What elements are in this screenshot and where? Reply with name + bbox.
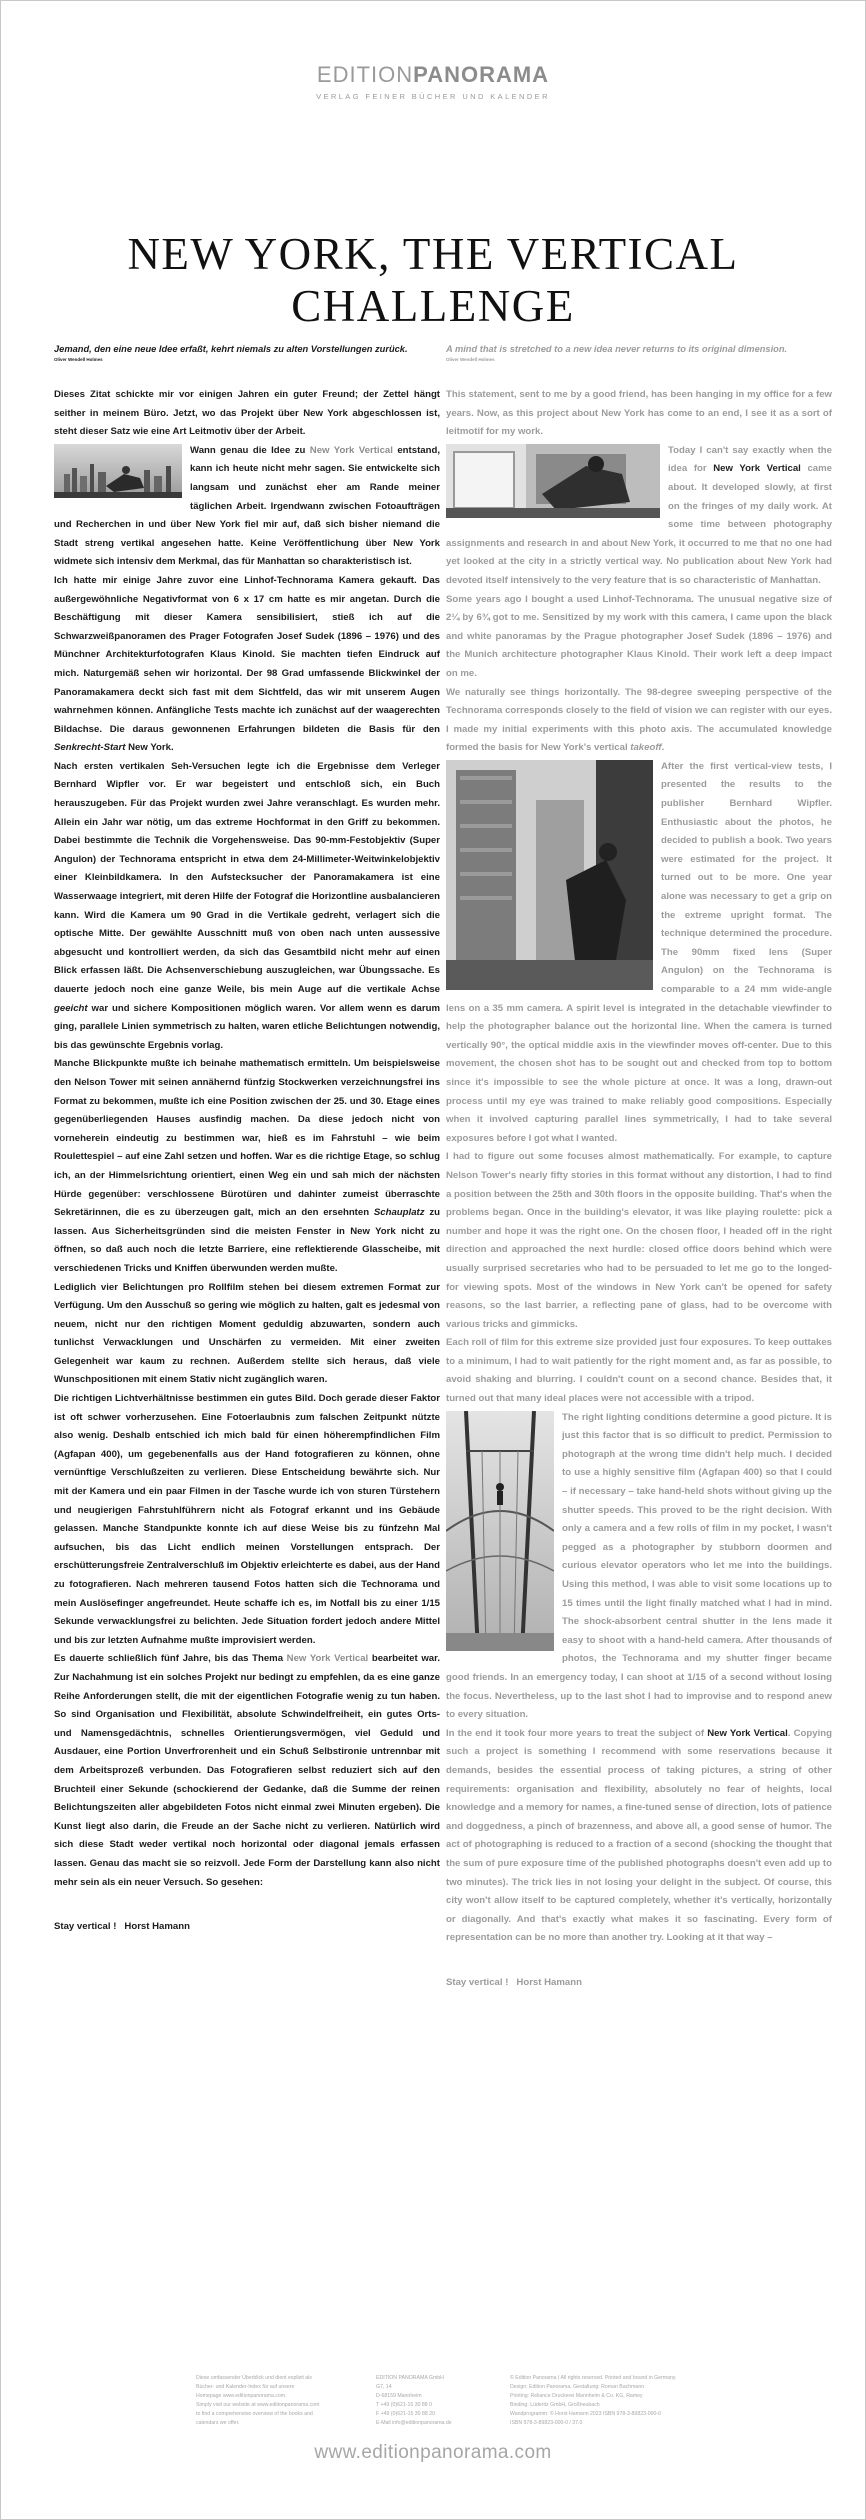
english-paragraph-6: I had to figure out some focuses almost mathematically. For example, to capture Nelson Tower's nearly fifty stories in this format without any distortion, I had to find a position between the 25th and 30th floors in the opposite building. That's when the problems began. Once in the building's elevator, it was like playing roulette: pick a number and hope it was the right one. On the chosen floor, I headed off in the right direction and approached the next hurdle: closed office doors behind which were usually surprised secretaries who had to be persuaded to let me go to the longed-for viewing spots. Most of the windows in New York can't be opened for safety reasons, so the last barrier, a reflecting pane of glass, had to be overcome with various tricks and gimmicks. <box>446 1151 832 1330</box>
german-paragraph-8: Es dauerte schließlich fünf Jahre, bis das Thema New York Vertical bearbeitet war. Zur Nachahmung ist ein solches Projekt nur bedingt zu empfehlen, da es eine ganze Reihe Anforderungen stellt, die mit der eigentlichen Fotografie wenig zu tun haben. So sind Organisation und Flexibilität, absolute Schwindelfreiheit, ein gutes Orts- und Namensgedächtnis, schnelles Orientierungsvermögen, viel Geduld und Ausdauer, eine Portion Unverfrorenheit und ein Schuß Selbstironie untrennbar mit dem Arbeitsprozeß verbunden. Das Fotografieren selbst reduziert sich auf den Bruchteil einer Sekunde (schockierend der Gedanke, daß die Summe der reinen Belichtungszeiten aller abgebildeten Fotos nicht einmal zwei Minuten ergeben). Die Kunst liegt also darin, die Freude an der Sache nicht zu verlieren. Natürlich wird sich diese Stadt weder vertikal noch horizontal oder diagonal jemals erfassen lassen. Genau das macht sie so reizvoll. Jede Form der Darstellung kann also nicht mehr sein als ein neuer Versuch. So gesehen: <box>54 1653 440 1888</box>
german-paragraph-4: Nach ersten vertikalen Seh-Versuchen legte ich die Ergebnisse dem Verleger Bernhard Wipfler vor. Er war begeistert und entschloß sich, ein Buch herauszugeben. Für das Projekt wurden zwei Jahre veranschlagt. Es wurden mehr. Allein ein Jahr war nötig, um das extreme Hochformat in den Griff zu bekommen. Dabei bestimmte die Technik die Vorgehensweise. Das 90-mm-Festobjektiv (Super Angulon) der Technorama entspricht in etwa dem 24-Millimeter-Weitwinkelobjektiv einer Kleinbildkamera. In den Aufstecksucher der Panoramakamera ist eine Wasserwaage integriert, mit deren Hilfe der Fotograf die Horizontline ausbalancieren kann. Wird die Kamera um 90 Grad in die Vertikale gedreht, verlagert sich die optische Mitte. Der gewählte Ausschnitt muß von oben nach unten aussessive abgesucht und kontrolliert werden, da sich das Gesamtbild nicht mehr auf einen Blick erfassen läßt. Die Achsenverschiebung auszugleichen, war Übungssache. Es dauerte jedoch noch eine ganze Weile, bis mein Auge auf die vertikale Achse geeicht war und sichere Kompositionen möglich waren. Vor allem wenn es darum ging, parallele Linien symmetrisch zu halten, waren etliche Belichtungen notwendig, bis das gewünschte Ergebnis vorlag. <box>54 760 440 1051</box>
english-author: Horst Hamann <box>516 1976 582 1988</box>
footer-col-address: EDITION PANORAMA GmbH G7, 14 D-68159 Mannheim T +49 (0)621-15 30 88 0 F +49 (0)621-15 30 88 20 E-Mail info@editionpanorama.de <box>376 2375 452 2426</box>
footer-col-credits: © Edition Panorama | All rights reserved. Printed and bound in Germany. Design: Edition Panorama, Gestaltung: Roman Bachmann Printing: Reliance Druckerei Mannheim & Co. KG, Ramey Binding: Lüderitz GmbH, Großheubach Wandprogramm: © Horst Hamann 2023 ISBN 978-3-89823-000-0 ISBN 978-3-89823-000-0 / 37.0 <box>510 2375 677 2426</box>
german-paragraph-2: Wann genau die Idee zu New York Vertical entstand, kann ich heute nicht mehr sagen. Sie entwickelte sich langsam und zunächst eher am Rande meiner täglichen Arbeit. Irgendwann zwischen Fotoaufträgen und Recherchen in und über New York fiel mir auf, daß sich bisher niemand die Stadt streng vertikal angesehen hatte. Keine Veröffentlichung über New York widmete sich intensiv dem Merkmal, das für Manhattan so charakteristisch ist. <box>54 444 440 568</box>
english-paragraph-2: Today I can't say exactly when the idea for New York Vertical came about. It developed slowly, at first on the fringes of my daily work. At some time between photography assignments and research in and about New York, it occurred to me that no one had yet looked at the city in a strictly vertical way. No publication about New York had devoted itself intensively to the very feature that is so characteristic of Manhattan. <box>446 444 832 586</box>
german-paragraph-1: Dieses Zitat schickte mir vor einigen Jahren ein guter Freund; der Zettel hängt seither in meinem Büro. Jetzt, wo das Projekt über New York abgeschlossen ist, steht dieser Satz wie eine Art Leitmotiv über der Arbeit. <box>54 389 440 438</box>
english-paragraph-8: The right lighting conditions determine a good picture. It is just this factor that is so difficult to predict. Permission to photograph at the wrong time didn't help much. I decided to use a highly sensitive film (Agfapan 400) so that I could – if necessary – take hand-held shots without giving up the shutter speeds. This proved to be the right decision. With only a camera and a few rolls of film in my pocket, I wasn't pegged as a photographer by stubborn doormen and curious elevator operators who let me into the buildings. Using this method, I was able to visit some locations up to 15 times until the light finally matched what I had in mind. The shock-absorbent central shutter in the lens made it easy to shoot with a hand-held camera. After thousands of photos, the Technorama and my shutter finger became good friends. In an emergency today, I can shoot at 1/15 of a second without losing the focus. Nevertheless, up to the last shot I had to improvise and to respond anew to every situation. <box>446 1411 832 1721</box>
brand-tagline: VERLAG FEINER BÜCHER UND KALENDER <box>316 92 550 101</box>
german-paragraph-5: Manche Blickpunkte mußte ich beinahe mathematisch ermitteln. Um beispielsweise den Nelson Tower mit seinen annähernd fünfzig Stockwerken verzeichnungsfrei ins Format zu bekommen, mußte ich eine Position zwischen der 25. und 30. Etage eines gegenüberliegenden Hauses ausfindig machen. Da diese jedoch nicht von vorneherein eindeutig zu bestimmen war, hieß es im Fahrstuhl – wie beim Roulettespiel – auf eine Zahl setzen und hoffen. War es die richtige Etage, so schlug ich, an der Himmelsrichtung orientiert, einen Weg ein und sah mich der nächsten Hürde gegenüber: verschlossene Bürotüren und dahinter zumeist überraschte Sekretärinnen, die es zu überzeugen galt, mich an den ersehnten Schauplatz zu lassen. Aus Sicherheitsgründen sind die meisten Fenster in New York nicht zu öffnen, so daß auch noch die letzte Barriere, eine reflektierende Glasscheibe, mit verschiedenen Tricks und Kniffen überwunden werden mußte. <box>54 1058 440 1274</box>
german-quote: Jemand, den eine neue Idee erfaßt, kehrt niemals zu alten Vorstellungen zurück. <box>54 344 408 354</box>
german-author: Horst Hamann <box>124 1921 190 1933</box>
english-column <box>446 343 832 1992</box>
photo-window-ledge-tower <box>446 760 653 990</box>
german-sign-off: Stay vertical ! <box>54 1921 117 1933</box>
english-quote-author: Oliver Wendell Holmes <box>446 357 495 362</box>
brand-name-light: EDITION <box>316 62 414 87</box>
footer-col-intro: Diese umfassender Überblick und dient explizit als Bücher- und Kalender-Index für auf unsere Homepage www.editionpanorama.com. Simply visit our website at www.editionpanorama.com to find a comprehensive overview of the books and calendars we offer. <box>196 2375 320 2426</box>
page-title: NEW YORK, THE VERTICAL CHALLENGE <box>127 229 739 331</box>
photo-bridge-worker <box>446 1411 554 1651</box>
english-paragraph-9: In the end it took four more years to treat the subject of New York Vertical. Copying such a project is something I recommend with some reservations because it demands, besides the essential process of taking pictures, a string of other requirements: organisation and flexibility, absolutely no fear of heights, local knowledge and a memory for names, a fine-tuned sense of direction, lots of patience and doggedness, a pinch of brazenness, and above all, a good sense of humor. The act of photographing is reduced to a fraction of a second (shocking the thought that the sum of pure exposure time of the published photographs doesn't even add up to two minutes). The trick lies in not losing your delight in the subject. Of course, this city won't allow itself to be captured completely, whether it's vertically, horizontally or diagonally. And that's exactly what makes it so fascinating. Every form of representation can be no more than another try. Looking at it that way – <box>446 1727 833 1944</box>
brand-name-bold: PANORAMA <box>413 62 550 87</box>
english-paragraph-3: Some years ago I bought a used Linhof-Technorama. The unusual negative size of 2¼ by 6¾ got to me. Sensitized by my work with this camera, I came upon the black and white panoramas by the Prague photographer Josef Sudek (1896 – 1976) and the Munich architecture photographer Klaus Kinold. Their work left a deep impact on me. <box>446 593 832 679</box>
german-paragraph-6: Lediglich vier Belichtungen pro Rollfilm stehen bei diesem extremen Format zur Verfügung. Um den Ausschuß so gering wie möglich zu halten, galt es jedesmal von neuem, nicht nur den richtigen Moment geduldig abzuwarten, sondern auch tunlichst Verwacklungen und Unschärfen zu vermeiden. Mit einer zweiten Gelegenheit war kaum zu rechnen. Außerdem stellte sich heraus, daß viele Wunschpositionen mit einem Stativ nicht zugänglich waren. <box>54 1281 440 1386</box>
english-paragraph-5: After the first vertical-view tests, I presented the results to the publisher Bernhard Wipfler. Enthusiastic about the photos, he decided to publish a book. Two years were estimated for the project. It turned out to be more. One year alone was necessary to get a grip on the extreme upright format. The technique determined the procedure. The 90mm fixed lens (Super Angulon) on the Technorama is comparable to a 24 mm wide-angle lens on a 35 mm camera. A spirit level is integrated in the detachable viewfinder to help the photographer balance out the horizontal line. When the camera is turned vertically 90°, the optical middle axis in the viewfinder moves off-center. Due to this movement, the chosen shot has to be sought out and checked from top to bottom since it's impossible to see the whole picture at once. It was a long, drawn-out process until my eye was trained to make reliably good compositions. Especially when it involved capturing parallel lines symmetrically, I had to take several exposures before I got what I wanted. <box>446 760 832 1144</box>
german-quote-author: Oliver Wendell Holmes <box>54 357 103 362</box>
english-paragraph-4: We naturally see things horizontally. The 98-degree sweeping perspective of the Technorama corresponds closely to the field of vision we can register with our eyes. I made my initial experiments with this photo axis. The accumulated knowledge formed the basis for New York's vertical takeoff. <box>446 686 832 754</box>
english-sign-off: Stay vertical ! <box>446 1976 509 1988</box>
german-signature <box>54 1918 440 1937</box>
photo-skyline-reclining <box>54 444 182 498</box>
english-quote: A mind that is stretched to a new idea never returns to its original dimension. <box>446 344 788 354</box>
german-column <box>54 343 440 1937</box>
english-paragraph-1: This statement, sent to me by a good friend, has been hanging in my office for a few years. Now, as this project about New York has come to an end, I see it as a sort of leitmotif for my work. <box>446 389 832 438</box>
website-link[interactable]: www.editionpanorama.com <box>314 2442 552 2463</box>
german-paragraph-3: Ich hatte mir einige Jahre zuvor eine Linhof-Technorama Kamera gekauft. Das außergewöhnliche Negativformat von 6 x 17 cm hatte es mir angetan. Durch die Beschäftigung mit dieser Kamera sensibilisiert, stieß ich auf die Schwarzweißpanoramen des Prager Fotografen Josef Sudek (1896 – 1976) und des Münchner Architekturfotografen Klaus Kinold. Sie machten tiefen Eindruck auf mich. Naturgemäß sehen wir horizontal. Der 98 Grad umfassende Blickwinkel der Panoramakamera deckt sich fast mit dem Sichtfeld, das wir mit unserem Augen wahrnehmen können. Anfängliche Tests machte ich zunächst auf der waagerechten Bildachse. Die daraus gewonnenen Erfahrungen bildeten die Basis für den Senkrecht-Start New York. <box>54 574 440 754</box>
publisher-logo[interactable] <box>0 62 866 101</box>
english-paragraph-7: Each roll of film for this extreme size provided just four exposures. To keep outtakes to a minimum, I had to wait patiently for the right moment and, as far as possible, to avoid shaking and blurring. I couldn't count on a second chance. Besides that, it turned out that many ideal places were not accessible with a tripod. <box>446 1337 832 1405</box>
english-signature <box>446 1974 832 1993</box>
brand-name <box>0 62 866 88</box>
german-paragraph-7: Die richtigen Lichtverhältnisse bestimmen ein gutes Bild. Doch gerade dieser Faktor ist oft schwer vorherzusehen. Eine Fotoerlaubnis zum falschen Zeitpunkt nützte also wenig. Deshalb entschied ich mich bald für einen höherempfindlichen Film (Agfapan 400), um gegebenenfalls aus der Hand fotografieren zu können, ohne vernünftige Verschlußzeiten zu verlieren. Diese Entscheidung bewährte sich. Nur mit der Kamera und ein paar Filmen in der Tasche wurde ich von sturen Türstehern und neugierigen Fahrstuhlführern nicht als Fotograf erkannt und ins Gebäude gelassen. Manche Standpunkte konnte ich auf diese Weise bis zu fünfzehn Mal aufsuchen, bis das Licht endlich meinen Vorstellungen entsprach. Der erschütterungsfreie Zentralverschluß im Objektiv erleichterte es dabei, aus der Hand zu fotografieren. Nach mehreren tausend Fotos hatten sich die Technorama und mein Auslösefinger angefreundet. Heute schaffe ich es, im Notfall bis zu einer 1/15 Sekunde verwacklungsfrei zu belichten. Jede Situation fordert jedoch andere Mittel und bis zur letzten Aufnahme mußte improvisiert werden. <box>54 1393 441 1646</box>
photo-photographer-window <box>446 444 660 518</box>
